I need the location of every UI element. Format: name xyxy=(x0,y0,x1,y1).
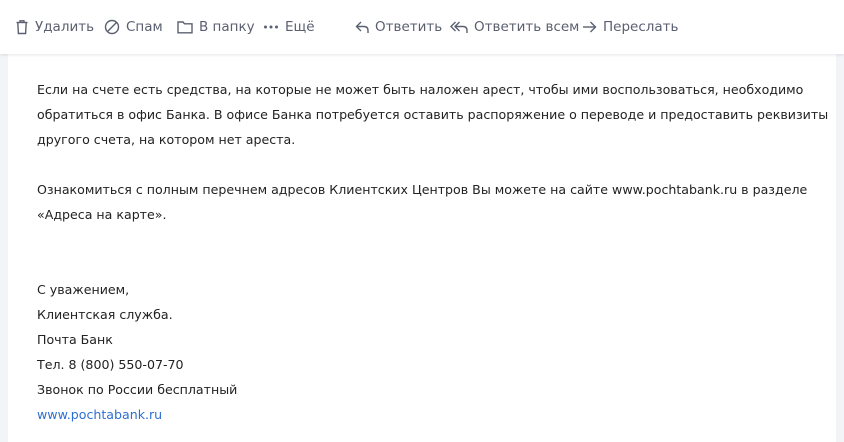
more-button[interactable] xyxy=(263,17,315,37)
signature-department: Клиентская служба. xyxy=(37,307,173,322)
reply-label: Ответить xyxy=(375,19,443,35)
delete-button[interactable] xyxy=(15,17,94,37)
message-paragraph-2 xyxy=(37,177,827,227)
signature-free-call: Звонок по России бесплатный xyxy=(37,382,238,397)
to-folder-button[interactable] xyxy=(177,17,255,37)
message-line: «Адреса на карте». xyxy=(37,207,167,222)
message-paragraph-1 xyxy=(37,77,827,152)
reply-arrow-icon xyxy=(355,20,375,34)
spam-button[interactable] xyxy=(104,17,163,37)
spam-icon xyxy=(104,19,126,35)
more-dots-icon xyxy=(263,24,285,30)
delete-label: Удалить xyxy=(35,19,95,35)
signature xyxy=(37,277,827,427)
signature-company: Почта Банк xyxy=(37,332,113,347)
message-body xyxy=(8,54,836,442)
reply-all-arrow-icon xyxy=(450,20,474,34)
message-line: обратиться в офис Банка. В офисе Банка потребуется оставить распоряжение о переводе и предоставить реквизиты xyxy=(37,107,829,122)
message-line: Если на счете есть средства, на которые не может быть наложен арест, чтобы ими воспользоваться, необходимо xyxy=(37,82,804,97)
reply-all-button[interactable] xyxy=(450,17,579,37)
signature-phone: Тел. 8 (800) 550-07-70 xyxy=(37,357,184,372)
message-toolbar xyxy=(0,0,844,54)
forward-button[interactable] xyxy=(582,17,678,37)
trash-icon xyxy=(15,19,35,35)
signature-greeting: С уважением, xyxy=(37,282,130,297)
website-link[interactable]: www.pochtabank.ru xyxy=(37,407,163,422)
forward-label: Переслать xyxy=(603,19,679,35)
folder-icon xyxy=(177,20,199,34)
message-line: Ознакомиться с полным перечнем адресов Клиентских Центров Вы можете на сайте www.pochtabank.ru в разделе xyxy=(37,182,808,197)
spam-label: Спам xyxy=(126,19,163,35)
reply-all-label: Ответить всем xyxy=(474,19,580,35)
to-folder-label: В папку xyxy=(199,19,255,35)
message-line: другого счета, на котором нет ареста. xyxy=(37,132,296,147)
more-label: Ещё xyxy=(285,19,315,35)
reply-button[interactable] xyxy=(355,17,442,37)
forward-arrow-icon xyxy=(582,20,603,34)
